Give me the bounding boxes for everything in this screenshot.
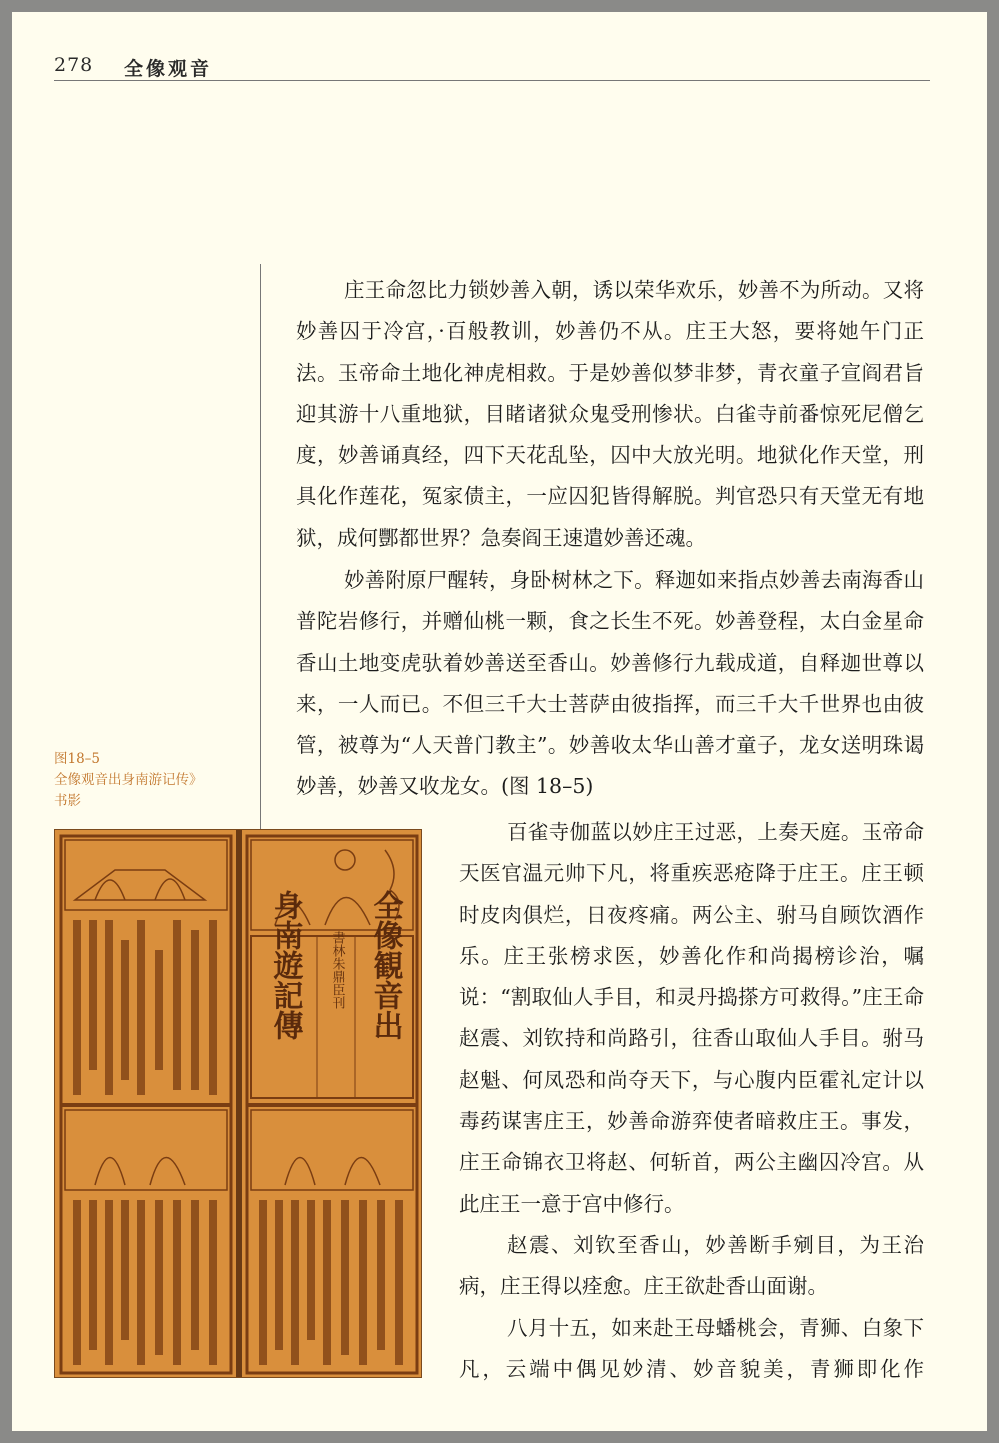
body-paragraph-5: 八月十五，如来赴王母蟠桃会，青狮、白象下凡，云端中偶见妙清、妙音貌美，青狮即化作 <box>459 1316 924 1382</box>
page-number: 278 <box>54 54 94 76</box>
body-paragraph-1: 庄王命忽比力锁妙善入朝，诱以荣华欢乐，妙善不为所动。又将妙善囚于冷宫，·百般教训，妙善仍不从。庄王大怒，要将她午门正法。玉帝命土地化神虎相救。于是妙善似梦非梦，青衣童子宣阎君旨迎其游十八重地狱，目睹诸狱众鬼受刑惨状。白雀寺前番惊死尼僧乞度，妙善诵真经，四下天花乱坠，囚中大放光明。地狱化作天堂，刑具化作莲花，冤家债主，一应囚犯皆得解脱。判官恐只有天堂无有地狱，成何酆都世界？急奏阎王速遣妙善还魂。 <box>296 278 924 550</box>
woodblock-title-left: 身南遊記傳 <box>267 890 303 1040</box>
figure-caption <box>54 749 259 812</box>
header-rule <box>54 80 930 81</box>
body-paragraph-2: 妙善附原尸醒转，身卧树林之下。释迦如来指点妙善去南海香山普陀岩修行，并赠仙桃一颗，食之长生不死。妙善登程，太白金星命香山土地变虎驮着妙善送至香山。妙善修行九载成道，自释迦世尊以来，一人而已。不但三千大士菩萨由彼指挥，而三千大千世界也由彼管，被尊为“人天普门教主”。妙善收太华山善才童子，龙女送明珠谒妙善，妙善又收龙女。(图 18–5) <box>296 568 924 799</box>
page-header <box>54 54 930 82</box>
body-paragraph-4: 赵震、刘钦至香山，妙善断手剜目，为王治病，庄王得以痊愈。庄王欲赴香山面谢。 <box>459 1233 924 1299</box>
caption-line-2: 书影 <box>54 793 81 809</box>
body-paragraph-3: 百雀寺伽蓝以妙庄王过恶，上奏天庭。玉帝命天医官温元帅下凡，将重疾恶疮降于庄王。庄王顿时皮肉俱烂，日夜疼痛。两公主、驸马自顾饮酒作乐。庄王张榜求医，妙善化作和尚揭榜诊治，嘱说：“割取仙人手目，和灵丹捣搽方可救得。”庄王命赵震、刘钦持和尚路引，往香山取仙人手目。驸马赵魁、何凤恐和尚夺天下，与心腹内臣霍礼定计以毒药谋害庄王，妙善命游弈使者暗救庄王。事发，庄王命锦衣卫将赵、何斩首，两公主幽囚冷宫。从此庄王一意于宫中修行。 <box>459 820 924 1216</box>
woodblock-print-image <box>54 829 422 1378</box>
running-title: 全像观音 <box>124 58 213 80</box>
caption-line-1: 全像观音出身南游记传》 <box>54 772 203 788</box>
woodblock-publisher: 書林朱鼎臣刊 <box>329 931 345 1009</box>
caption-rule <box>260 264 261 831</box>
woodblock-title-right: 全像観音出 <box>367 890 403 1040</box>
caption-label: 图18–5 <box>54 751 101 767</box>
book-page <box>12 12 987 1431</box>
